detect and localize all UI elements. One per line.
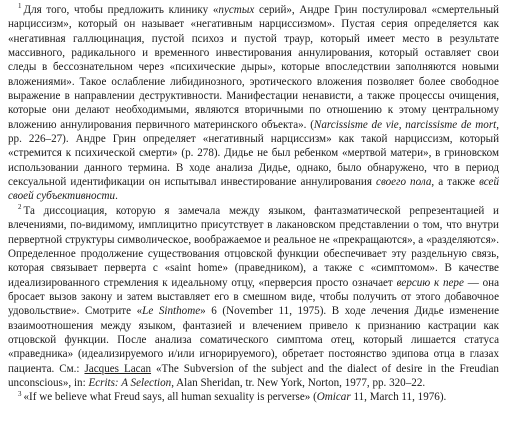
text-segment-italic: Narcissisme de vie, narcissisme de mort — [313, 118, 497, 131]
text-segment-italic: Le Sinthome — [142, 305, 201, 318]
text-segment-underlined: Jacques Lacan — [84, 362, 152, 375]
footnote-1 — [8, 3, 499, 204]
text-segment: » 6 (November 11, 1975). В ходе лечения Дидье изменение взаимоотношения между языком, фантазией и влечением привело к признанию кастрации как отцовской функции. После анализа соматического симптома отец, который лишается статуса «праведника» (идеализируемого и/или игнорируемого), обретает постоянство эдипова отца в глазах пациента. См.: — [8, 305, 500, 375]
text-segment: , Alan Sheridan, tr. New York, Norton, 1977, pp. 320–22. — [171, 376, 426, 389]
text-segment: . — [115, 190, 118, 203]
text-segment: — она бросает вызов закону и затем выставляет его в смешном виде, чтобы получить от этого добавочное удовольствие». Смотрите « — [8, 276, 499, 318]
text-segment-italic: пустых — [218, 4, 255, 16]
text-segment: , а также — [431, 176, 480, 189]
footnote-3 — [8, 390, 499, 404]
footnote-number: 3 — [18, 389, 22, 398]
text-segment: 11, March 11, 1976). — [350, 391, 447, 404]
footnote-number: 2 — [18, 203, 22, 212]
text-segment: , pp. 226–27). Андре Грин определяет «негативный нарциссизм» как такой нарциссизм, который «стремится к психической смерти» (p. 278). Дидье не был ребенком «мертвой матери», в гриновском использовании данного термина. В ходе анализа Дидье, однако, было обнаружено, что в период сексуальной идентификации он испытывал инвестирование аннулирования — [8, 118, 499, 189]
text-segment-italic: Omicar — [316, 391, 351, 404]
text-segment: Та диссоциация, которую я замечала между языком, фантазматической репрезентацией и влечениями, по-видимому, имплицитно присутствует в лакановском представлении о том, что внутри первертной структуры символическое, воображаемое и реальное не «прекращаются», а «разделяются». Определенное продолжение существования отцовской функции обеспечивает эту раздельную связь, которая связывает перверта с «saint home» (праведником), а также с «симптомом». В качестве идеализированного стремления к идеальному отцу, «перверсия просто означает — [8, 204, 499, 289]
text-segment-italic: Ecrits: A Selection — [88, 376, 172, 389]
text-segment-italic: своего пола — [376, 176, 432, 189]
text-segment: Для того, чтобы предложить клинику « — [23, 4, 219, 16]
text-segment-italic: всей своей субъективности — [8, 176, 499, 203]
text-segment: «If we believe what Freud says, all human sexuality is perverse» ( — [23, 391, 317, 404]
text-segment: серий», Андре Грин постулировал «смертельный нарциссизм», который он называет «негативным нарциссизмом». Пустая серия определяется как «негативная галлюцинация, пустой психоз и пустой траур, который имеет место в результате массивного, радикального и временного инвестирования аннулирования, который оставляет свои следы в бессознательном через «психические дыры», которые впоследствии заполняются новыми вложениями». Такое ослабление либидинозного, эротического вложения позволяет более свободное выражение в направлении деструктивности. Манифестации ненависти, а также процессы очищения, которые они делают необходимыми, являются вторичными по отношению к этому центральному вложению аннулирования первичного материнского объекта». ( — [8, 4, 499, 131]
footnote-number: 1 — [18, 2, 22, 11]
footnote-2 — [8, 204, 499, 390]
text-segment-italic: версию к пере — [396, 276, 464, 289]
text-segment: «The Subversion of the subject and the dialect of desire in the Freudian unconscious», in: — [8, 362, 499, 389]
